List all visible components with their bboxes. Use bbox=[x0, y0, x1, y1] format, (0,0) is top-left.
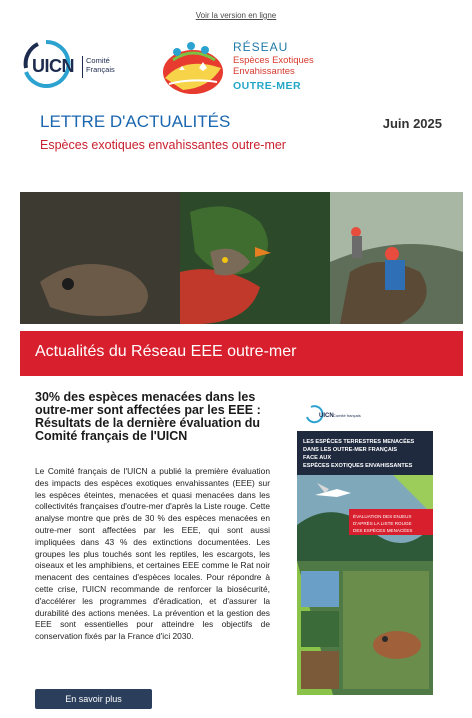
newsletter-date: Juin 2025 bbox=[382, 116, 442, 131]
reseau-title: RÉSEAU bbox=[233, 40, 289, 54]
reseau-island-icon bbox=[155, 38, 227, 98]
reseau-subtitle-line2: Envahissantes bbox=[233, 66, 295, 77]
reseau-region: OUTRE-MER bbox=[233, 80, 302, 92]
report-tag-3: DES ESPÈCES MENACÉES bbox=[353, 528, 413, 533]
report-cover-image[interactable] bbox=[297, 395, 433, 695]
section-banner-title: Actualités du Réseau EEE outre-mer bbox=[35, 343, 297, 360]
report-tag-1: ÉVALUATION DES ENJEUX bbox=[353, 514, 412, 519]
article-title: 30% des espèces menacées dans les outre-mer sont affectées par les EEE : Résultats de la dernière évaluation du Comité français de l'UICN bbox=[35, 390, 261, 443]
uicn-wordmark: UICN bbox=[32, 56, 74, 76]
article-body: Le Comité français de l'UICN a publié la première évaluation des impacts des espèces exotiques envahissantes (EEE) sur les espèces éteintes, menacées et quasi menacées dans les collectivités françaises d'outre-mer d'après la Liste rouge. Cette analyse montre que près de 30 % des espèces menacées en outre-mer sont affectées par les EEE, qui sont aussi impliquées dans 43 % des extinctions documentées. Les groupes les plus touchés sont les reptiles, les escargots, les oiseaux et les amphibiens, et certaines EEE comme le Rat noir menacent des centaines d'espèces locales. Pour répondre à cette crise, l'UICN recommande de renforcer la biosécurité, d'accélérer les programmes d'éradication, et d'assurer la durabilité des actions menées. La prévention et la gestion des EEE sont essentielles pour atteindre les objectifs de conservation fixés par la France d'ici 2030. bbox=[35, 466, 271, 642]
newsletter-subtitle: Espèces exotiques envahissantes outre-mer bbox=[40, 138, 286, 152]
logo-divider bbox=[82, 56, 83, 78]
newsletter-title: LETTRE D'ACTUALITÉS bbox=[40, 112, 231, 131]
reseau-subtitle bbox=[233, 55, 314, 77]
uicn-sub-line1: Comité bbox=[86, 56, 110, 65]
reseau-eee-logo bbox=[155, 36, 315, 100]
report-heading-3: FACE AUX bbox=[303, 455, 332, 461]
uicn-sub-label bbox=[86, 56, 115, 74]
uicn-sub-line2: Français bbox=[86, 65, 115, 74]
report-heading-2: DANS LES OUTRE-MER FRANÇAIS bbox=[303, 447, 398, 453]
read-more-button[interactable]: En savoir plus bbox=[35, 689, 152, 709]
report-logo-sub: Comité français bbox=[333, 413, 361, 418]
report-heading-4: ESPÈCES EXOTIQUES ENVAHISSANTES bbox=[303, 463, 413, 469]
reseau-subtitle-line1: Espèces Exotiques bbox=[233, 55, 314, 66]
section-banner bbox=[20, 331, 463, 376]
report-heading-1: LES ESPÈCES TERRESTRES MENACÉES bbox=[303, 439, 415, 445]
report-logo-text: UICN bbox=[319, 413, 334, 419]
hero-collage-image bbox=[20, 192, 463, 324]
uicn-logo bbox=[20, 38, 125, 96]
view-online-link[interactable]: Voir la version en ligne bbox=[195, 11, 277, 20]
report-tag-2: D'APRÈS LA LISTE ROUGE bbox=[353, 521, 412, 526]
